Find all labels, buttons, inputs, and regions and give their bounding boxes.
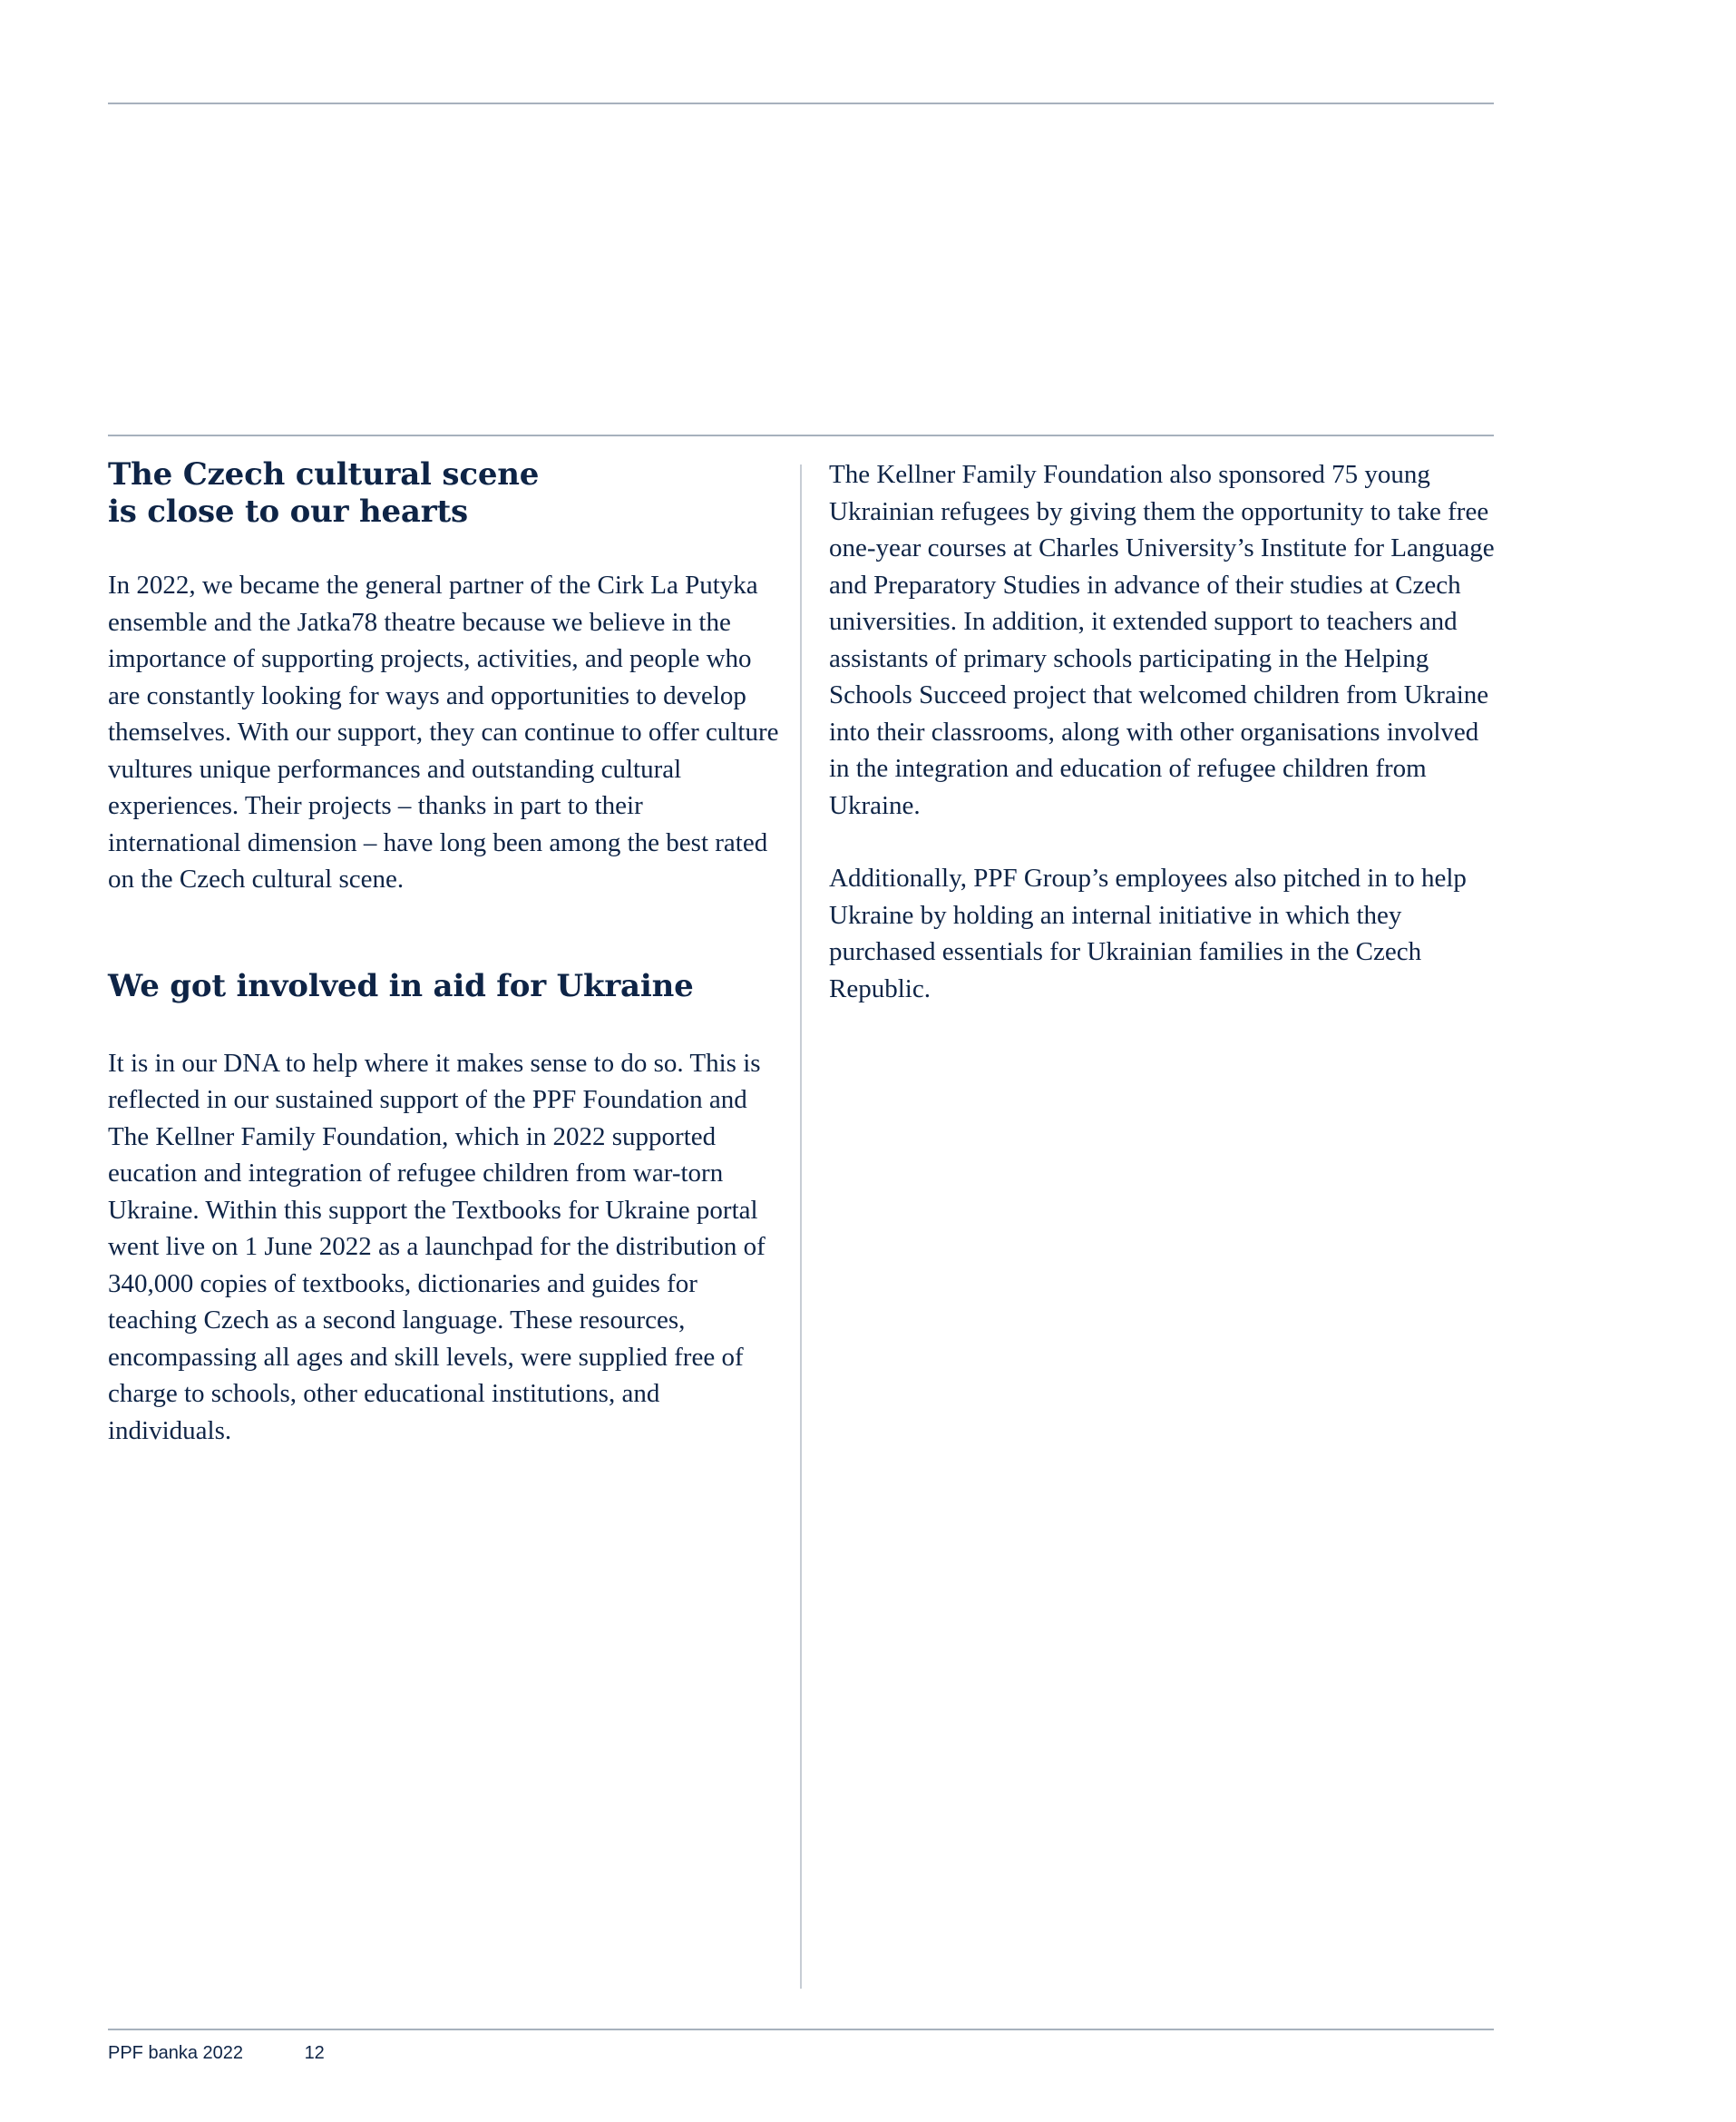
heading-aid-for-ukraine: We got involved in aid for Ukraine	[108, 967, 694, 1004]
footer-page-number: 12	[304, 2043, 325, 2063]
page-footer	[108, 2043, 325, 2064]
paragraph-cultural-partnership: In 2022, we became the general partner of the Cirk La Putyka ensemble and the Jatka78 theatre because we believe in the importance of supporting projects, activities, and people who are constantly looking for ways and opportunities to develop themselves. With our support, they can continue to offer culture vultures unique performances and outstanding cultural experiences. Their projects – thanks in part to their international dimension – have long been among the best rated on the Czech cultural scene.	[108, 571, 779, 894]
section-divider	[108, 435, 1494, 436]
paragraph-ukraine-support: It is in our DNA to help where it makes sense to do so. This is reflected in our sustained support of the PPF Foundation and The Kellner Family Foundation, which in 2022 supported eucation and integration of refugee children from war-torn Ukraine. Within this support the Textbooks for Ukraine portal went live on 1 June 2022 as a launchpad for the distribution of 340,000 copies of textbooks, dictionaries and guides for teaching Czech as a second language. These resources, encompassing all ages and skill levels, were supplied free of charge to schools, other educational institutions, and individuals.	[108, 1048, 766, 1445]
heading-line-1: The Czech cultural scene	[108, 456, 540, 493]
paragraph-kellner-foundation: The Kellner Family Foundation also sponsored 75 young Ukrainian refugees by giving them the opportunity to take free one-year courses at Charles University’s Institute for Language and Preparatory Studies in advance of their studies at Czech universities. In addition, it extended support to teachers and assistants of primary schools participating in the Helping Schools Succeed project that welcomed children from Ukraine into their classrooms, along with other organisations involved in the integration and education of refugee children from Ukraine.	[829, 460, 1495, 820]
right-column	[829, 456, 1497, 1007]
left-column	[108, 456, 779, 1449]
column-divider	[800, 464, 802, 1989]
heading-czech-cultural-scene	[108, 456, 779, 531]
heading-line-2: is close to our hearts	[108, 494, 468, 530]
paragraph-employee-initiative: Additionally, PPF Group’s employees also pitched in to help Ukraine by holding an internal initiative in which they purchased essentials for Ukrainian families in the Czech Republic.	[829, 864, 1467, 1003]
footer-divider	[108, 2029, 1494, 2030]
top-divider	[108, 103, 1494, 104]
footer-publication-title: PPF banka 2022	[108, 2043, 243, 2063]
